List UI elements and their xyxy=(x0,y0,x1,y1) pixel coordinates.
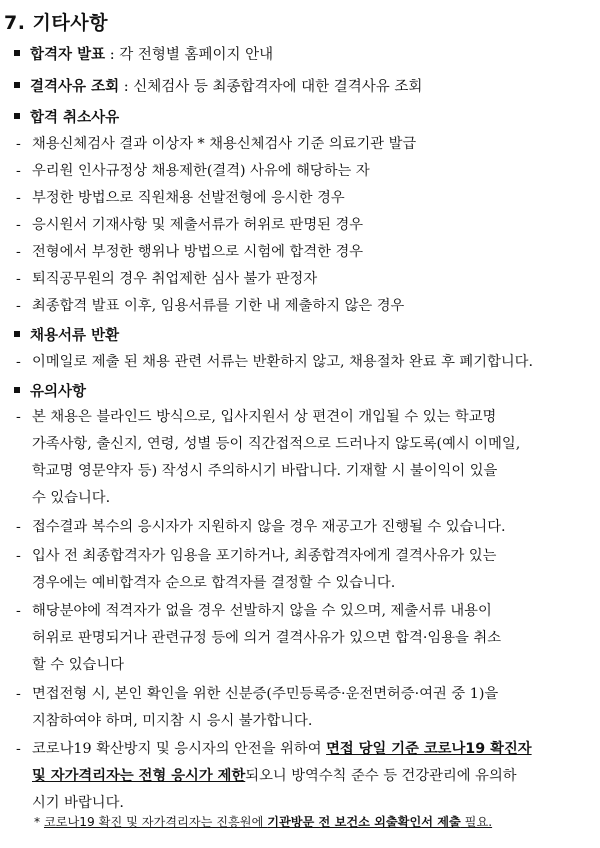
footnote-end: 필요. xyxy=(460,815,493,829)
list-item: - 해당분야에 적격자가 없을 경우 선발하지 않을 수 있으며, 제출서류 내용이 xyxy=(16,603,492,619)
list-item: - 최종합격 발표 이후, 임용서류를 기한 내 제출하지 않은 경우 xyxy=(16,298,405,314)
announce-text: 각 전형별 홈페이지 안내 xyxy=(119,47,274,63)
footnote xyxy=(34,813,492,830)
list-item: - 부정한 방법으로 직원채용 선발전형에 응시한 경우 xyxy=(16,190,345,206)
caution-line: 할 수 있습니다 xyxy=(32,657,124,673)
list-item: - 본 채용은 블라인드 방식으로, 입사지원서 상 편견이 개입될 수 있는 학교명 xyxy=(16,409,497,425)
return-item-text: 이메일로 제출 된 채용 관련 서류는 반환하지 않고, 채용절차 완료 후 폐기합니다. xyxy=(32,354,534,370)
caution-line-text: 되오니 방역수칙 준수 등 건강관리에 유의하 xyxy=(245,768,517,784)
footnote-text: 코로나19 확진 및 자가격리자는 진흥원에 xyxy=(43,815,268,829)
square-bullet-icon xyxy=(14,50,20,56)
emphasis-text: 면접 당일 기준 코로나19 확진자 xyxy=(326,741,532,757)
caution-key: 유의사항 xyxy=(30,384,87,400)
square-bullet-icon xyxy=(14,387,20,393)
caution-line: 지참하여야 하며, 미지참 시 응시 불가합니다. xyxy=(32,713,313,729)
footnote-emphasis: 기관방문 전 보건소 외출확인서 제출 xyxy=(267,815,461,829)
reason-sep: : xyxy=(119,79,134,95)
caution-line: 접수결과 복수의 응시자가 지원하지 않을 경우 재공고가 진행될 수 있습니다. xyxy=(32,519,506,535)
bullet-announce xyxy=(14,43,273,64)
caution-line: 본 채용은 블라인드 방식으로, 입사지원서 상 편견이 개입될 수 있는 학교명 xyxy=(32,409,497,425)
square-bullet-icon xyxy=(14,82,20,88)
caution-line xyxy=(32,765,517,785)
caution-line: 해당분야에 적격자가 없을 경우 선발하지 않을 수 있으며, 제출서류 내용이 xyxy=(32,603,492,619)
emphasis-text: 및 자가격리자는 전형 응시가 제한 xyxy=(32,768,246,784)
caution-line: 코로나19 확산방지 및 응시자의 안전을 위하여 xyxy=(32,741,327,757)
cancel-key: 합격 취소사유 xyxy=(30,110,120,126)
caution-line: 학교명 영문약자 등) 작성시 주의하시기 바랍니다. 기재할 시 불이익이 있을 xyxy=(32,463,498,479)
list-item: - 면접전형 시, 본인 확인을 위한 신분증(주민등록증·운전면허증·여권 중 1)을 xyxy=(16,686,499,702)
list-item: - 응시원서 기재사항 및 제출서류가 허위로 판명된 경우 xyxy=(16,217,364,233)
cancel-item-text: 채용신체검사 결과 이상자 * 채용신체검사 기준 의료기관 발급 xyxy=(32,136,417,152)
cancel-item-text: 부정한 방법으로 직원채용 선발전형에 응시한 경우 xyxy=(32,190,345,206)
cancel-item-text: 응시원서 기재사항 및 제출서류가 허위로 판명된 경우 xyxy=(32,217,364,233)
announce-key: 합격자 발표 xyxy=(30,47,106,63)
list-item: - 전형에서 부정한 행위나 방법으로 시험에 합격한 경우 xyxy=(16,244,364,260)
square-bullet-icon xyxy=(14,113,20,119)
list-item: - 우리원 인사규정상 채용제한(결격) 사유에 해당하는 자 xyxy=(16,163,370,179)
list-item: - 이메일로 제출 된 채용 관련 서류는 반환하지 않고, 채용절차 완료 후 폐기합니다. xyxy=(16,354,534,370)
caution-line: 입사 전 최종합격자가 임용을 포기하거나, 최종합격자에게 결격사유가 있는 xyxy=(32,548,497,564)
cancel-item-text: 최종합격 발표 이후, 임용서류를 기한 내 제출하지 않은 경우 xyxy=(32,298,405,314)
reason-key: 결격사유 조회 xyxy=(30,79,120,95)
section-title: 7. 기타사항 xyxy=(4,12,108,34)
list-item: - 입사 전 최종합격자가 임용을 포기하거나, 최종합격자에게 결격사유가 있는 xyxy=(16,548,497,564)
bullet-reason xyxy=(14,75,422,96)
list-item: - 코로나19 확산방지 및 응시자의 안전을 위하여 면접 당일 기준 코로나19 확진자 xyxy=(16,741,532,757)
square-bullet-icon xyxy=(14,331,20,337)
caution-line: 면접전형 시, 본인 확인을 위한 신분증(주민등록증·운전면허증·여권 중 1)을 xyxy=(32,686,499,702)
caution-line: 경우에는 예비합격자 순으로 합격자를 결정할 수 있습니다. xyxy=(32,575,396,591)
list-item: - 접수결과 복수의 응시자가 지원하지 않을 경우 재공고가 진행될 수 있습니다. xyxy=(16,519,506,535)
return-key: 채용서류 반환 xyxy=(30,328,120,344)
bullet-caution xyxy=(14,380,86,401)
footnote-star: * xyxy=(34,815,44,829)
cancel-item-text: 퇴직공무원의 경우 취업제한 심사 불가 판정자 xyxy=(32,271,318,287)
list-item: - 채용신체검사 결과 이상자 * 채용신체검사 기준 의료기관 발급 xyxy=(16,136,417,152)
reason-text: 신체검사 등 최종합격자에 대한 결격사유 조회 xyxy=(133,79,423,95)
cancel-item-text: 우리원 인사규정상 채용제한(결격) 사유에 해당하는 자 xyxy=(32,163,370,179)
caution-line: 가족사항, 출신지, 연령, 성별 등이 직간접적으로 드러나지 않도록(예시 이메일, xyxy=(32,436,521,452)
announce-sep: : xyxy=(105,47,120,63)
list-item: - 퇴직공무원의 경우 취업제한 심사 불가 판정자 xyxy=(16,271,318,287)
cancel-item-text: 전형에서 부정한 행위나 방법으로 시험에 합격한 경우 xyxy=(32,244,364,260)
caution-line: 수 있습니다. xyxy=(32,490,111,506)
caution-line: 시기 바랍니다. xyxy=(32,795,124,811)
bullet-cancel xyxy=(14,106,119,127)
bullet-return xyxy=(14,324,119,345)
caution-line: 허위로 판명되거나 관련규정 등에 의거 결격사유가 있으면 합격·임용을 취소 xyxy=(32,630,502,646)
